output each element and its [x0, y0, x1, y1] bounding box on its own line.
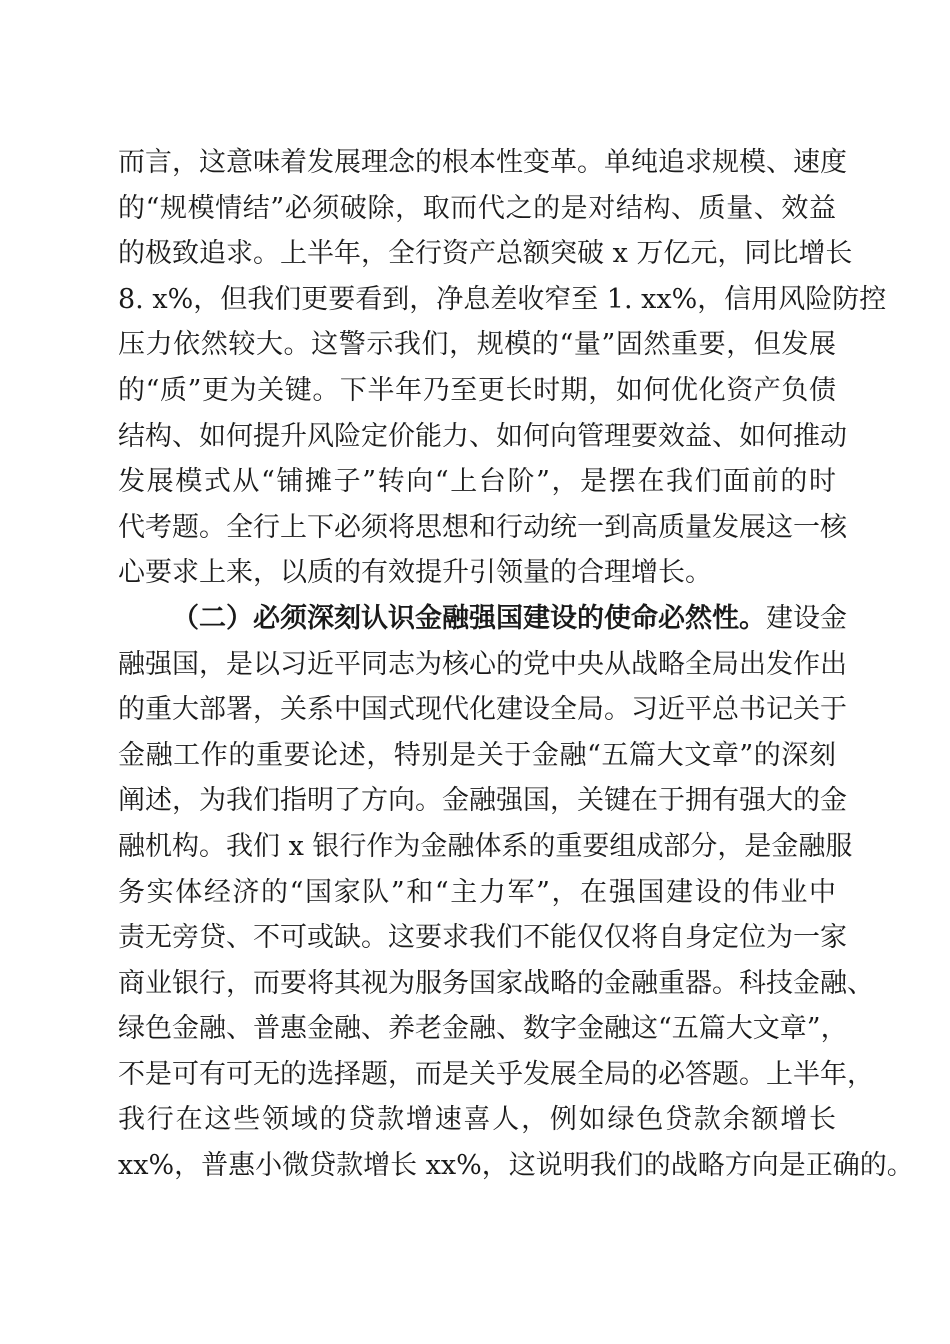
- section-heading: （二）必须深刻认识金融强国建设的使命必然性。: [172, 602, 766, 634]
- text-line: 代考题。全行上下必须将思想和行动统一到高质量发展这一核: [118, 511, 847, 543]
- body-text: [118, 140, 914, 1189]
- text-line: 务实体经济的“国家队”和“主力军”，在强国建设的伟业中: [118, 876, 836, 908]
- text-line: 商业银行，而要将其视为服务国家战略的金融重器。科技金融、: [118, 967, 874, 999]
- text-line: 的“质”更为关键。下半年乃至更长时期，如何优化资产负债: [118, 374, 836, 406]
- text-line: 我行在这些领域的贷款增速喜人，例如绿色贷款余额增长: [118, 1104, 836, 1136]
- text-line: 发展模式从“铺摊子”转向“上台阶”，是摆在我们面前的时: [118, 466, 836, 498]
- text-line: 责无旁贷、不可或缺。这要求我们不能仅仅将自身定位为一家: [118, 922, 847, 954]
- text-line: 的极致追求。上半年，全行资产总额突破 x 万亿元，同比增长: [118, 238, 853, 270]
- text-line: 而言，这意味着发展理念的根本性变革。单纯追求规模、速度: [118, 147, 847, 178]
- text-line: 融强国，是以习近平同志为核心的党中央从战略全局出发作出: [118, 648, 847, 680]
- text-line: xx%，普惠小微贷款增长 xx%，这说明我们的战略方向是正确的。: [118, 1150, 914, 1182]
- text-line: 的“规模情结”必须破除，取而代之的是对结构、质量、效益: [118, 192, 836, 224]
- paragraph-2-first-line: [118, 596, 847, 642]
- text-line: 阐述，为我们指明了方向。金融强国，关键在于拥有强大的金: [118, 785, 847, 817]
- paragraph-2: [118, 596, 914, 1189]
- text-line: 绿色金融、普惠金融、养老金融、数字金融这“五篇大文章”，: [118, 1013, 848, 1045]
- text-line: 融机构。我们 x 银行作为金融体系的重要组成部分，是金融服: [118, 830, 853, 862]
- text-line: 压力依然较大。这警示我们，规模的“量”固然重要，但发展: [118, 329, 836, 361]
- text-line: 的重大部署，关系中国式现代化建设全局。习近平总书记关于: [118, 694, 847, 726]
- text-line: 结构、如何提升风险定价能力、如何向管理要效益、如何推动: [118, 420, 847, 452]
- text-line: 金融工作的重要论述，特别是关于金融“五篇大文章”的深刻: [118, 739, 836, 771]
- text-line: 心要求上来，以质的有效提升引领量的合理增长。: [118, 557, 712, 589]
- text-line: 8. x%，但我们更要看到，净息差收窄至 1. xx%，信用风险防控: [118, 283, 887, 315]
- paragraph-1: [118, 140, 887, 596]
- text-line: 不是可有可无的选择题，而是关乎发展全局的必答题。上半年，: [118, 1058, 874, 1090]
- heading-continuation: 建设金: [766, 602, 847, 634]
